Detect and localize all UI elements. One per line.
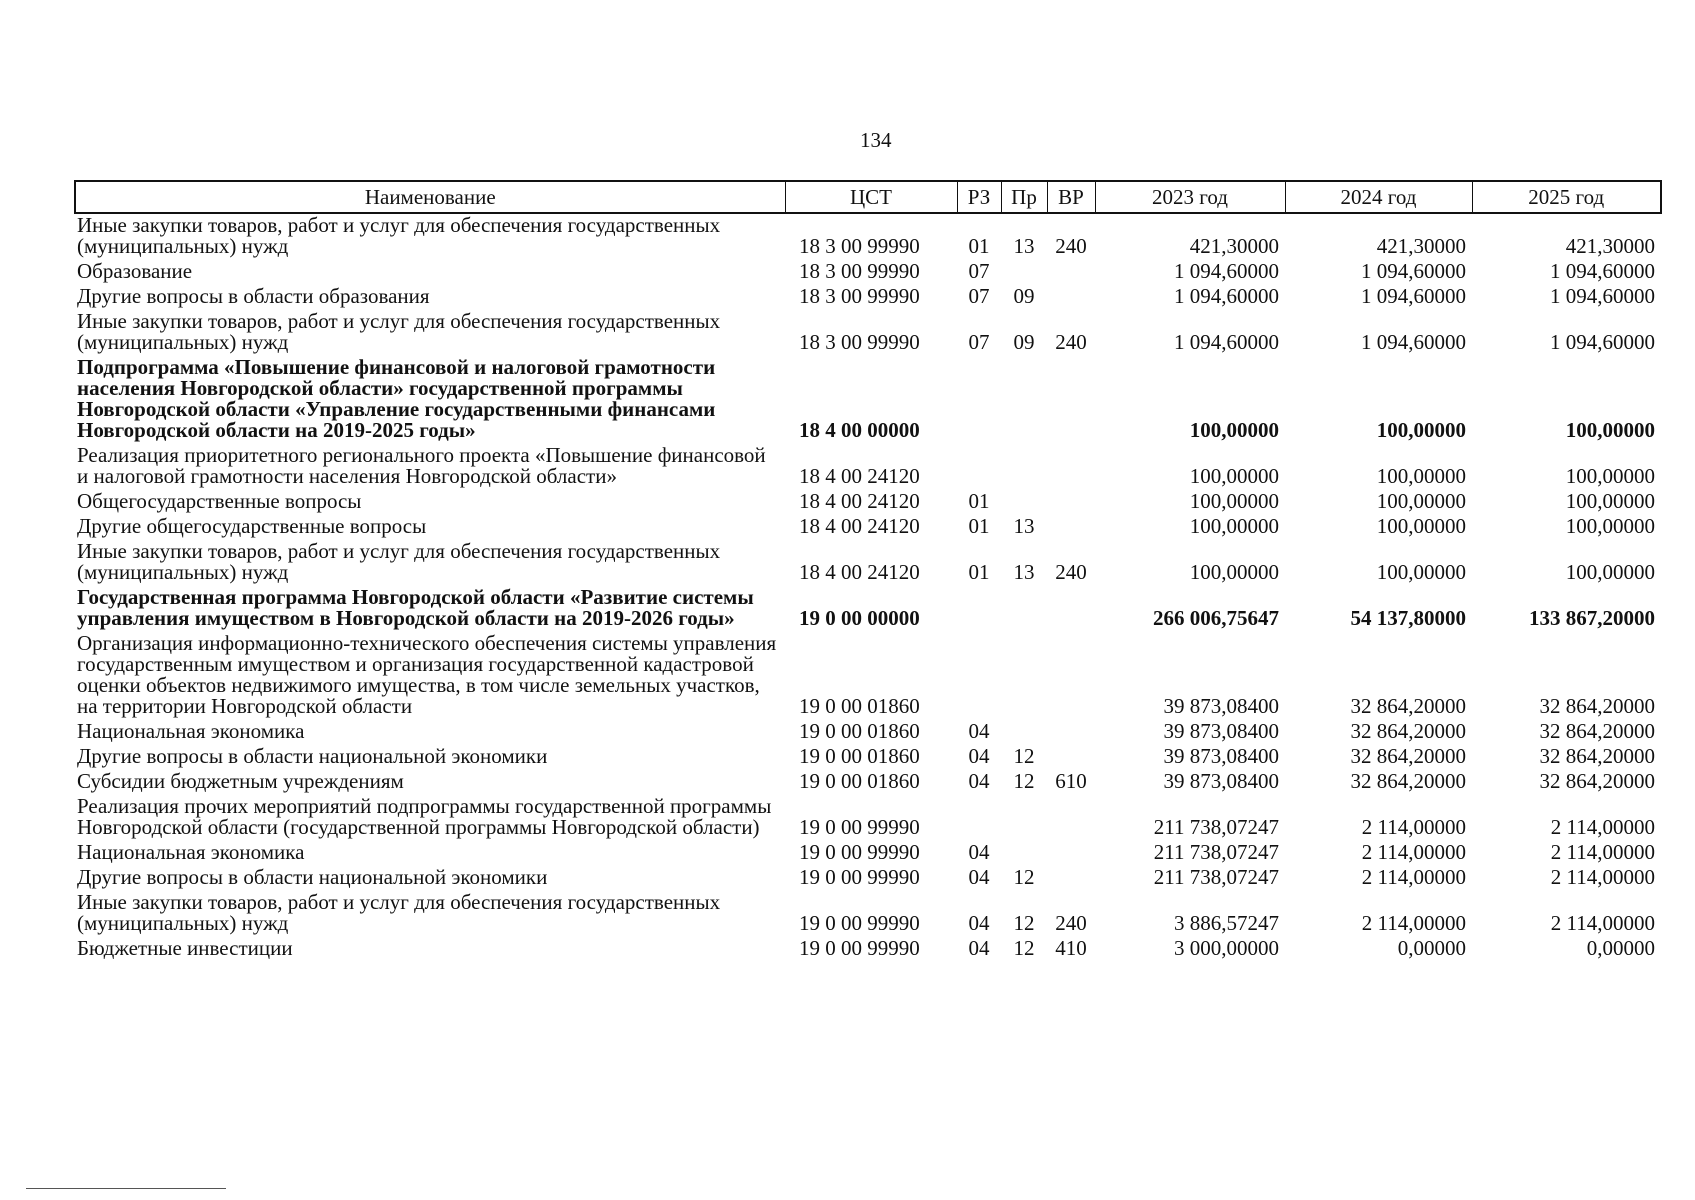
row-name: Другие вопросы в области национальной экономики [77, 865, 548, 889]
row-pr [1001, 720, 1047, 745]
row-cst: 18 3 00 99990 [799, 259, 920, 283]
row-value-2024: 421,30000 [1376, 234, 1466, 258]
row-pr [1001, 841, 1047, 866]
row-pr: 12 [1013, 936, 1035, 960]
row-cst: 19 0 00 99990 [799, 865, 920, 889]
row-name: Государственная программа Новгородской области «Развитие системы управления имуществом в Новгородской области на 2019-2026 годы» [77, 585, 754, 630]
row-vr [1047, 745, 1095, 770]
table-row [75, 586, 1661, 632]
row-name: Иные закупки товаров, работ и услуг для обеспечения государственных (муниципальных) нужд [77, 539, 721, 584]
row-pr [1001, 490, 1047, 515]
row-value-2025: 2 114,00000 [1550, 815, 1655, 839]
row-value-2024: 54 137,80000 [1350, 606, 1466, 630]
row-name: Иные закупки товаров, работ и услуг для обеспечения государственных (муниципальных) нужд [77, 309, 721, 354]
table-row [75, 310, 1661, 356]
row-cst: 19 0 00 00000 [799, 606, 920, 630]
row-pr: 12 [1013, 769, 1035, 793]
row-value-2025: 32 864,20000 [1539, 694, 1655, 718]
row-value-2023: 211 738,07247 [1153, 840, 1279, 864]
row-cst: 18 4 00 24120 [799, 514, 920, 538]
row-cst: 18 3 00 99990 [799, 234, 920, 258]
table-row [75, 515, 1661, 540]
row-rz [957, 632, 1001, 720]
row-vr: 240 [1055, 234, 1087, 258]
row-value-2023: 211 738,07247 [1153, 815, 1279, 839]
row-pr: 13 [1013, 234, 1035, 258]
row-rz: 04 [968, 936, 990, 960]
table-row [75, 444, 1661, 490]
row-value-2025: 32 864,20000 [1539, 744, 1655, 768]
row-vr: 240 [1055, 911, 1087, 935]
row-cst: 19 0 00 99990 [799, 815, 920, 839]
row-name: Подпрограмма «Повышение финансовой и налоговой грамотности населения Новгородской области» государственной программы Новгородской области «Управление государственными финансами Новгородской области на 2019-2025 годы» [77, 355, 716, 442]
row-name: Организация информационно-технического обеспечения системы управления государственным имуществом и организация государственной кадастровой оценки объектов недвижимого имущества, в том числе земельных участков, на территории Новгородской области [77, 631, 777, 718]
row-value-2024: 2 114,00000 [1361, 840, 1466, 864]
row-value-2023: 100,00000 [1189, 560, 1279, 584]
row-rz: 04 [968, 744, 990, 768]
row-value-2024: 1 094,60000 [1361, 284, 1466, 308]
row-pr: 09 [1013, 284, 1035, 308]
row-rz: 01 [968, 514, 990, 538]
row-vr [1047, 444, 1095, 490]
row-name: Субсидии бюджетным учреждениям [77, 769, 404, 793]
row-pr: 13 [1013, 560, 1035, 584]
row-vr [1047, 866, 1095, 891]
budget-table [74, 180, 1662, 962]
row-value-2024: 1 094,60000 [1361, 259, 1466, 283]
row-value-2024: 32 864,20000 [1350, 719, 1466, 743]
row-value-2025: 133 867,20000 [1529, 606, 1655, 630]
row-value-2023: 100,00000 [1189, 514, 1279, 538]
row-value-2023: 100,00000 [1189, 464, 1279, 488]
row-cst: 18 3 00 99990 [799, 284, 920, 308]
row-value-2025: 2 114,00000 [1550, 840, 1655, 864]
table-row [75, 745, 1661, 770]
row-name: Общегосударственные вопросы [77, 489, 362, 513]
row-value-2024: 100,00000 [1376, 514, 1466, 538]
row-value-2023: 39 873,08400 [1163, 744, 1279, 768]
table-row [75, 937, 1661, 962]
header-rz: РЗ [957, 181, 1001, 213]
row-value-2024: 2 114,00000 [1361, 911, 1466, 935]
row-name: Иные закупки товаров, работ и услуг для обеспечения государственных (муниципальных) нужд [77, 890, 721, 935]
row-name: Реализация приоритетного регионального проекта «Повышение финансовой и налоговой грамотности населения Новгородской области» [77, 443, 766, 488]
row-name: Другие вопросы в области национальной экономики [77, 744, 548, 768]
table-row [75, 285, 1661, 310]
header-2025: 2025 год [1472, 181, 1661, 213]
row-value-2025: 100,00000 [1565, 489, 1655, 513]
row-pr [1001, 444, 1047, 490]
table-row [75, 213, 1661, 260]
row-name: Национальная экономика [77, 840, 305, 864]
row-value-2025: 1 094,60000 [1550, 284, 1655, 308]
row-value-2023: 39 873,08400 [1163, 769, 1279, 793]
row-value-2023: 266 006,75647 [1153, 606, 1279, 630]
row-vr [1047, 841, 1095, 866]
row-value-2024: 1 094,60000 [1361, 330, 1466, 354]
row-name: Другие вопросы в области образования [77, 284, 430, 308]
row-vr [1047, 720, 1095, 745]
row-value-2025: 100,00000 [1565, 560, 1655, 584]
row-value-2025: 32 864,20000 [1539, 769, 1655, 793]
footer-divider [26, 1188, 226, 1189]
row-rz: 07 [968, 330, 990, 354]
row-vr [1047, 285, 1095, 310]
page-number: 134 [860, 128, 892, 152]
row-value-2024: 2 114,00000 [1361, 815, 1466, 839]
row-pr [1001, 795, 1047, 841]
row-name: Другие общегосударственные вопросы [77, 514, 427, 538]
row-value-2024: 100,00000 [1376, 464, 1466, 488]
row-cst: 19 0 00 99990 [799, 840, 920, 864]
row-vr: 240 [1055, 560, 1087, 584]
row-vr [1047, 795, 1095, 841]
row-rz: 04 [968, 719, 990, 743]
table-row [75, 866, 1661, 891]
row-name: Бюджетные инвестиции [77, 936, 293, 960]
row-cst: 18 4 00 00000 [799, 418, 920, 442]
row-value-2023: 100,00000 [1189, 418, 1279, 442]
row-vr [1047, 356, 1095, 444]
row-name: Образование [77, 259, 193, 283]
row-rz: 04 [968, 769, 990, 793]
row-name: Реализация прочих мероприятий подпрограммы государственной программы Новгородской области (государственной программы Новгородской области) [77, 794, 772, 839]
row-rz: 04 [968, 865, 990, 889]
table-row [75, 540, 1661, 586]
table-row [75, 770, 1661, 795]
row-name: Иные закупки товаров, работ и услуг для обеспечения государственных (муниципальных) нужд [77, 213, 721, 258]
row-value-2023: 1 094,60000 [1174, 259, 1279, 283]
row-vr [1047, 260, 1095, 285]
row-value-2025: 1 094,60000 [1550, 259, 1655, 283]
row-pr: 13 [1013, 514, 1035, 538]
table-row [75, 720, 1661, 745]
row-value-2025: 2 114,00000 [1550, 865, 1655, 889]
row-value-2023: 100,00000 [1189, 489, 1279, 513]
table-row [75, 891, 1661, 937]
row-value-2024: 100,00000 [1376, 489, 1466, 513]
table-row [75, 841, 1661, 866]
row-pr: 12 [1013, 744, 1035, 768]
row-rz: 07 [968, 259, 990, 283]
row-pr [1001, 632, 1047, 720]
row-value-2024: 32 864,20000 [1350, 744, 1466, 768]
table-row [75, 260, 1661, 285]
row-pr: 12 [1013, 911, 1035, 935]
table-row [75, 490, 1661, 515]
row-value-2023: 1 094,60000 [1174, 330, 1279, 354]
row-vr [1047, 632, 1095, 720]
row-pr: 12 [1013, 865, 1035, 889]
row-vr [1047, 586, 1095, 632]
row-value-2025: 2 114,00000 [1550, 911, 1655, 935]
row-rz [957, 356, 1001, 444]
row-value-2024: 32 864,20000 [1350, 694, 1466, 718]
row-value-2025: 0,00000 [1586, 936, 1655, 960]
row-value-2025: 32 864,20000 [1539, 719, 1655, 743]
row-vr [1047, 490, 1095, 515]
row-vr [1047, 515, 1095, 540]
header-pr: Пр [1001, 181, 1047, 213]
row-cst: 19 0 00 99990 [799, 936, 920, 960]
row-value-2023: 421,30000 [1189, 234, 1279, 258]
table-body [75, 213, 1661, 962]
header-vr: ВР [1047, 181, 1095, 213]
row-pr: 09 [1013, 330, 1035, 354]
header-cst: ЦСТ [785, 181, 957, 213]
row-value-2024: 2 114,00000 [1361, 865, 1466, 889]
row-rz: 07 [968, 284, 990, 308]
row-rz [957, 586, 1001, 632]
row-value-2025: 100,00000 [1565, 418, 1655, 442]
table-row [75, 356, 1661, 444]
row-vr: 410 [1055, 936, 1087, 960]
row-rz: 04 [968, 840, 990, 864]
row-value-2023: 3 000,00000 [1174, 936, 1279, 960]
header-2024: 2024 год [1285, 181, 1472, 213]
row-pr [1001, 260, 1047, 285]
row-pr [1001, 356, 1047, 444]
row-cst: 18 4 00 24120 [799, 464, 920, 488]
row-value-2023: 39 873,08400 [1163, 719, 1279, 743]
row-vr: 610 [1055, 769, 1087, 793]
row-rz: 01 [968, 234, 990, 258]
row-cst: 18 4 00 24120 [799, 489, 920, 513]
row-rz: 01 [968, 489, 990, 513]
row-rz: 04 [968, 911, 990, 935]
row-value-2025: 1 094,60000 [1550, 330, 1655, 354]
row-value-2023: 39 873,08400 [1163, 694, 1279, 718]
row-value-2023: 3 886,57247 [1174, 911, 1279, 935]
row-value-2023: 211 738,07247 [1153, 865, 1279, 889]
row-rz [957, 795, 1001, 841]
row-cst: 19 0 00 01860 [799, 744, 920, 768]
row-value-2025: 100,00000 [1565, 514, 1655, 538]
table-row [75, 795, 1661, 841]
table-header [75, 181, 1661, 213]
row-cst: 19 0 00 01860 [799, 719, 920, 743]
row-cst: 18 3 00 99990 [799, 330, 920, 354]
row-name: Национальная экономика [77, 719, 305, 743]
row-value-2025: 421,30000 [1565, 234, 1655, 258]
row-value-2025: 100,00000 [1565, 464, 1655, 488]
header-2023: 2023 год [1095, 181, 1285, 213]
row-value-2024: 0,00000 [1397, 936, 1466, 960]
header-name: Наименование [75, 181, 785, 213]
row-pr [1001, 586, 1047, 632]
row-value-2023: 1 094,60000 [1174, 284, 1279, 308]
row-rz: 01 [968, 560, 990, 584]
row-rz [957, 444, 1001, 490]
row-cst: 18 4 00 24120 [799, 560, 920, 584]
row-vr: 240 [1055, 330, 1087, 354]
row-value-2024: 100,00000 [1376, 560, 1466, 584]
row-cst: 19 0 00 99990 [799, 911, 920, 935]
row-value-2024: 100,00000 [1376, 418, 1466, 442]
row-value-2024: 32 864,20000 [1350, 769, 1466, 793]
table-row [75, 632, 1661, 720]
row-cst: 19 0 00 01860 [799, 769, 920, 793]
row-cst: 19 0 00 01860 [799, 694, 920, 718]
